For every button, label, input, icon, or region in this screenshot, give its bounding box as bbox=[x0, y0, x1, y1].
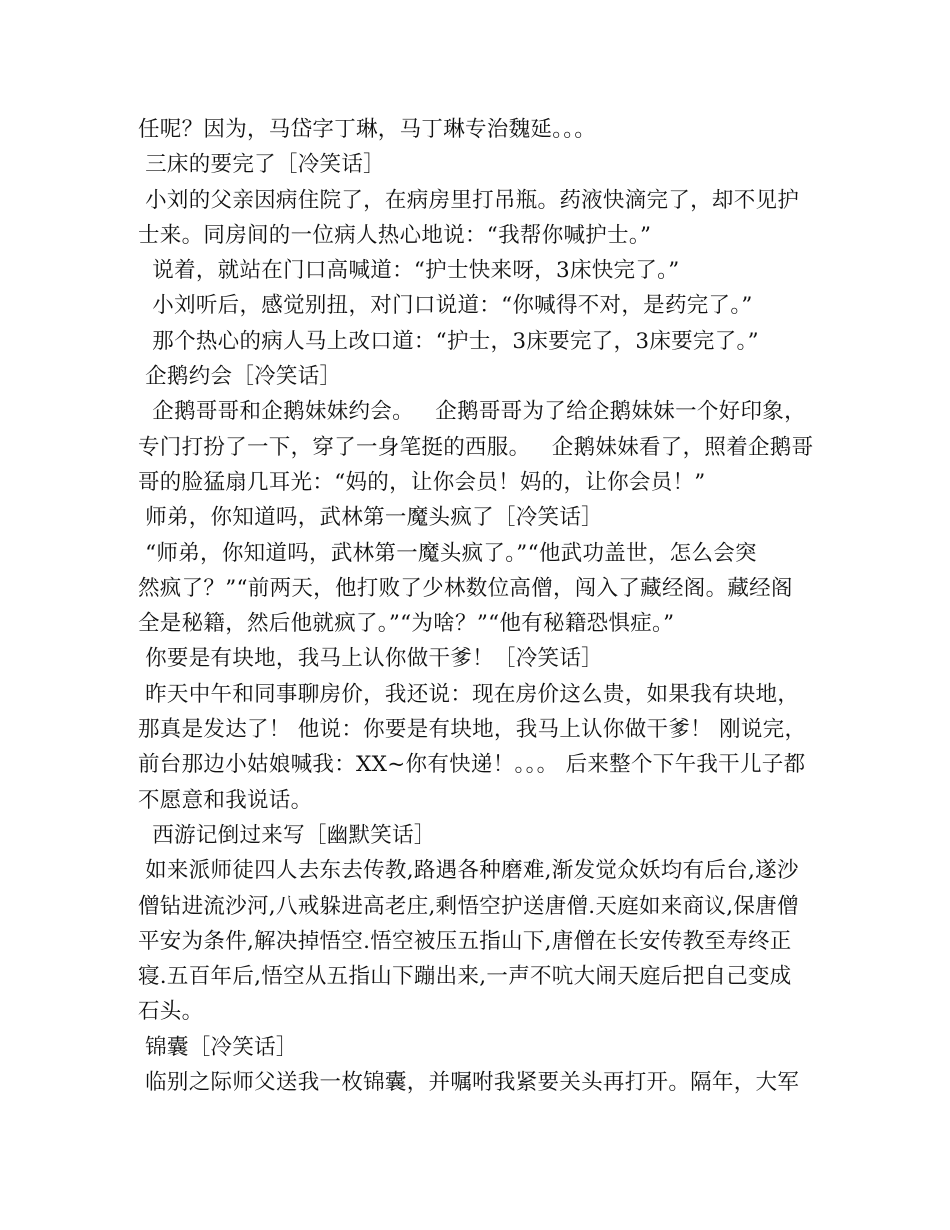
text-line: 企鹅哥哥和企鹅妹妹约会。 企鹅哥哥为了给企鹅妹妹一个好印象， bbox=[138, 399, 806, 425]
text-line: 昨天中午和同事聊房价，我还说：现在房价这么贵，如果我有块地， bbox=[138, 681, 800, 707]
heading-line: 三床的要完了［冷笑话］ bbox=[138, 152, 385, 178]
heading-line: 你要是有块地，我马上认你做干爹！［冷笑话］ bbox=[138, 646, 603, 672]
text-line: 不愿意和我说话。 bbox=[138, 787, 313, 813]
text-line: 寝.五百年后,悟空从五指山下蹦出来,一声不吭大闹天庭后把自己变成 bbox=[138, 964, 792, 990]
text-line: 士来。同房间的一位病人热心地说：“我帮你喊护士。” bbox=[138, 222, 652, 248]
text-line: 说着，就站在门口高喊道：“护士快来呀，3床快完了。” bbox=[138, 258, 680, 284]
text-line: 临别之际师父送我一枚锦囊，并嘱咐我紧要关头再打开。隔年，大军 bbox=[138, 1070, 800, 1096]
text-line: 全是秘籍，然后他就疯了。”“为啥？”“他有秘籍恐惧症。” bbox=[138, 611, 675, 637]
heading-line: 企鹅约会［冷笑话］ bbox=[138, 364, 342, 390]
text-line: “师弟，你知道吗，武林第一魔头疯了。”“他武功盖世，怎么会突 bbox=[138, 540, 757, 566]
heading-line: 西游记倒过来写［幽默笑话］ bbox=[138, 822, 436, 848]
text-line: 前台那边小姑娘喊我：XX~你有快递！。。。 后来整个下午我干儿子都 bbox=[138, 752, 806, 778]
heading-line: 锦囊［冷笑话］ bbox=[138, 1034, 298, 1060]
heading-line: 师弟，你知道吗，武林第一魔头疯了［冷笑话］ bbox=[138, 505, 603, 531]
text-line: 哥的脸猛扇几耳光：“妈的，让你会员！妈的，让你会员！” bbox=[138, 469, 706, 495]
text-line: 那真是发达了！ 他说：你要是有块地，我马上认你做干爹！ 刚说完， bbox=[138, 717, 807, 743]
document-body bbox=[138, 112, 814, 1100]
text-line: 任呢？因为，马岱字丁琳，马丁琳专治魏延。。。 bbox=[138, 117, 597, 142]
text-line: 然疯了？”“前两天，他打败了少林数位高僧，闯入了藏经阁。藏经阁 bbox=[138, 575, 793, 601]
text-line: 专门打扮了一下，穿了一身笔挺的西服。 企鹅妹妹看了，照着企鹅哥 bbox=[138, 434, 814, 460]
text-line: 小刘的父亲因病住院了，在病房里打吊瓶。药液快滴完了，却不见护 bbox=[138, 187, 800, 213]
text-line: 僧钻进流沙河,八戒躲进高老庄,剩悟空护送唐僧.天庭如来商议,保唐僧 bbox=[138, 893, 799, 919]
text-line: 平安为条件,解决掉悟空.悟空被压五指山下,唐僧在长安传教至寿终正 bbox=[138, 928, 792, 954]
text-line: 那个热心的病人马上改口道：“护士，3床要完了，3床要完了。” bbox=[138, 328, 759, 354]
text-line: 石头。 bbox=[138, 999, 204, 1025]
text-line: 如来派师徒四人去东去传教,路遇各种磨难,渐发觉众妖均有后台,遂沙 bbox=[138, 858, 799, 884]
text-line: 小刘听后，感觉别扭，对门口说道：“你喊得不对，是药完了。” bbox=[138, 293, 753, 319]
